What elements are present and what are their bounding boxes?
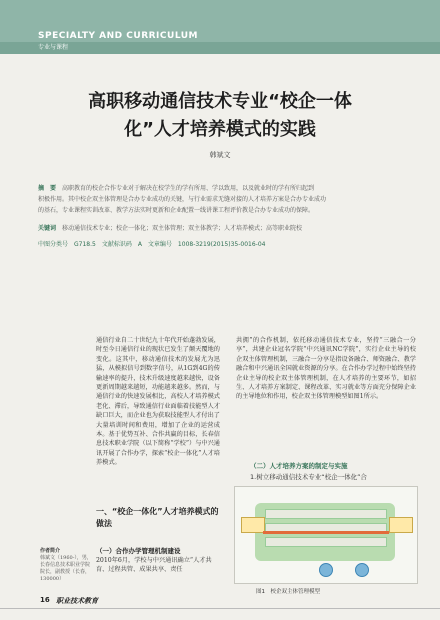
keywords-line: 关键词 移动通信技术专业；校企一体化；双主体管理；双主体教学；人才培养模式；高等职业院校 <box>38 225 303 232</box>
column-title-cn: 专业与课程 <box>38 44 69 51</box>
figure-1-diagram <box>234 486 418 584</box>
figure-row <box>265 537 387 547</box>
article-author: 韩斌文 <box>209 151 231 159</box>
figure-box-left <box>241 517 265 533</box>
section-heading-1: 一、“校企一体化”人才培养模式的做法 <box>96 507 219 528</box>
subsection-heading-1: （一）合作办学管理机制建设 <box>96 547 181 555</box>
figure-caption: 图1 校企双主体管理模型 <box>256 589 321 595</box>
page-number: 16 <box>40 596 50 604</box>
title-line-2: 化”人才培养模式的实践 <box>124 119 316 140</box>
body-left-continued: 2010年6月，学校与中兴通讯确立“人才共育、过程共管、成果共享、责任 <box>96 557 212 574</box>
section-heading-2: （二）人才培养方案的制定与实施 <box>250 462 348 470</box>
author-note-text: 韩斌文（1960-），男，长春信息技术职业学院院长，副教授（长春，130000） <box>40 555 92 582</box>
abstract-block <box>38 178 416 278</box>
abstract-line-3: 的基石，专业课程实训改革、教学方法实时更新和企业配置一线讲课工程评价教是合办专业成功的保障。 <box>38 207 315 214</box>
abstract-line-2: 积极作用。其中校企双主体管理是合办专业成功的关键，与行业需求无缝对接的人才培养方案是合办专业成功 <box>38 196 327 203</box>
abstract-line-1: 摘 要 高职教育的校企合作专业对于解决在校学生的学有所用、学以致用，以及就业时的学有所归起到 <box>38 185 315 192</box>
subsection-heading-2: 1.树立移动通信技术专业“校企一体化”合 <box>250 473 367 481</box>
figure-arrow <box>263 531 389 534</box>
keywords-tag: 关键词 <box>38 225 57 232</box>
figure-node <box>319 563 333 577</box>
title-line-1: 高职移动通信技术专业“校企一体 <box>88 91 352 112</box>
column-title-en: SPECIALTY AND CURRICULUM <box>38 31 198 41</box>
abstract-tag: 摘 要 <box>38 185 57 192</box>
footer-rule <box>0 608 440 609</box>
figure-box-right <box>389 517 413 533</box>
author-note-label: 作者简介 <box>40 548 61 554</box>
body-right-column: 共拥”的合作机制，依托移动通信技术专业，坚持“三融合一分享”，共建企业冠名学院“中兴通讯NC学院”，实行企业主导的校企双主体管理机制，三融合一分享是指设备融合、师资融合、教学融合和中兴通讯全国就业资源的分享。在合作办学过程中始终坚持企业主导的校企双主体管理机制，在人才培养的主要环节，如招生、人才培养方案制定、课程改革、实习就业等方面充分保障企业的主导地位和作用，校企双主体管理模型如图1所示。 <box>236 337 416 401</box>
classification-line: 中图分类号 G718.5 文献标识码 A 文章编号 1008-3219(2015)35-0016-04 <box>38 241 266 248</box>
author-note <box>40 548 92 583</box>
figure-node <box>355 563 369 577</box>
article-title <box>60 88 380 144</box>
figure-row <box>265 509 387 519</box>
body-left-column: 通信行业自二十世纪九十年代开始蓬勃发展，时至今日通信行业的现状已发生了颠天覆地的变化。这其中，移动通信技术的发展尤为迅猛，从模拟信号到数字信号，从1G到4G的传输速率的提升，技术升级速度越来越快，设备更新周期越来越短，功能越来越多。然而，与通信行业的快速发展相比，高校人才培养模式老化、滞后，导致通信行业面临着技能型人才缺口巨大，而企业也为获取技能型人才付出了大量培训时间和费用，增加了企业的运营成本。基于优势互补、合作共赢的目标，长春信息技术职业学院（以下简称“学校”）与中兴通讯开展了合作办学，探索“校企一体化”人才培养模式。 <box>96 337 220 467</box>
journal-name: 职业技术教育 <box>56 597 98 605</box>
